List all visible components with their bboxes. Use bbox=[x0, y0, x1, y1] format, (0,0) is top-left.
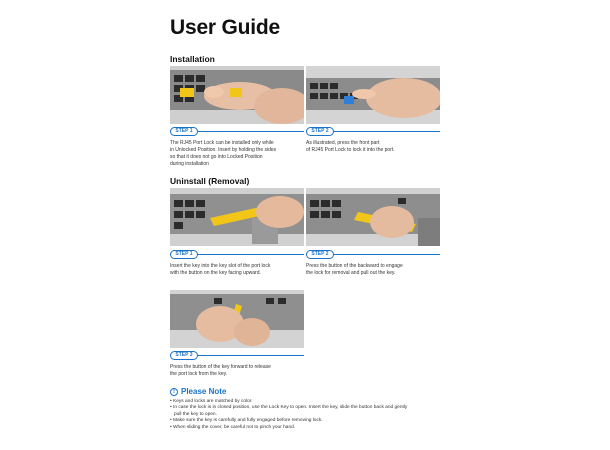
note-list bbox=[170, 399, 470, 431]
uninstall-heading: Uninstall (Removal) bbox=[170, 176, 250, 186]
installation-heading: Installation bbox=[170, 54, 215, 64]
list-item: • Keys and locks are matched by color. bbox=[170, 399, 253, 404]
installation-step2-text: As illustrated, press the front part of RJ45 Port Lock to lock it into the port. bbox=[306, 140, 395, 153]
list-item: • In case the lock is in closed position, use the Lock Key to open. Insert the key, slide the button back and gently bbox=[170, 405, 408, 411]
note-heading: Please Note bbox=[181, 387, 227, 396]
uninstall-step3-text: Press the button of the key forward to release the port lock from the key. bbox=[170, 364, 271, 377]
installation-step1-badge: STEP 1 bbox=[170, 127, 198, 136]
installation-step1-photo bbox=[170, 66, 304, 124]
installation-step2-photo bbox=[306, 66, 440, 124]
uninstall-step1-photo bbox=[170, 188, 304, 246]
uninstall-step1-text: Insert the key into the key slot of the port lock with the button on the key facing upward. bbox=[170, 263, 271, 276]
uninstall-step2-photo bbox=[306, 188, 440, 246]
uninstall-step3-photo bbox=[170, 290, 304, 348]
uninstall-step2-badge: STEP 2 bbox=[306, 250, 334, 259]
note-heading-row bbox=[170, 387, 226, 396]
installation-step2-badge: STEP 2 bbox=[306, 127, 334, 136]
page-title: User Guide bbox=[170, 16, 281, 39]
list-item: • When sliding the cover, be careful not to pinch your hand. bbox=[170, 424, 296, 430]
uninstall-step3-badge: STEP 3 bbox=[170, 351, 198, 360]
list-item: • Make sure the key is carefully and fully engaged before removing lock. bbox=[170, 418, 323, 424]
uninstall-step1-badge: STEP 1 bbox=[170, 250, 198, 259]
exclamation-circle-icon: ! bbox=[170, 388, 178, 396]
installation-step1-text: The RJ45 Port Lock can be installed only while in Unlocked Position. Insert by holding the sides so that it does not go into Locked Position during installation bbox=[170, 140, 277, 167]
list-item: pull the key to open. bbox=[174, 411, 217, 417]
uninstall-step2-text: Press the button of the backward to engage the lock for removal and pull out the key. bbox=[306, 263, 403, 276]
